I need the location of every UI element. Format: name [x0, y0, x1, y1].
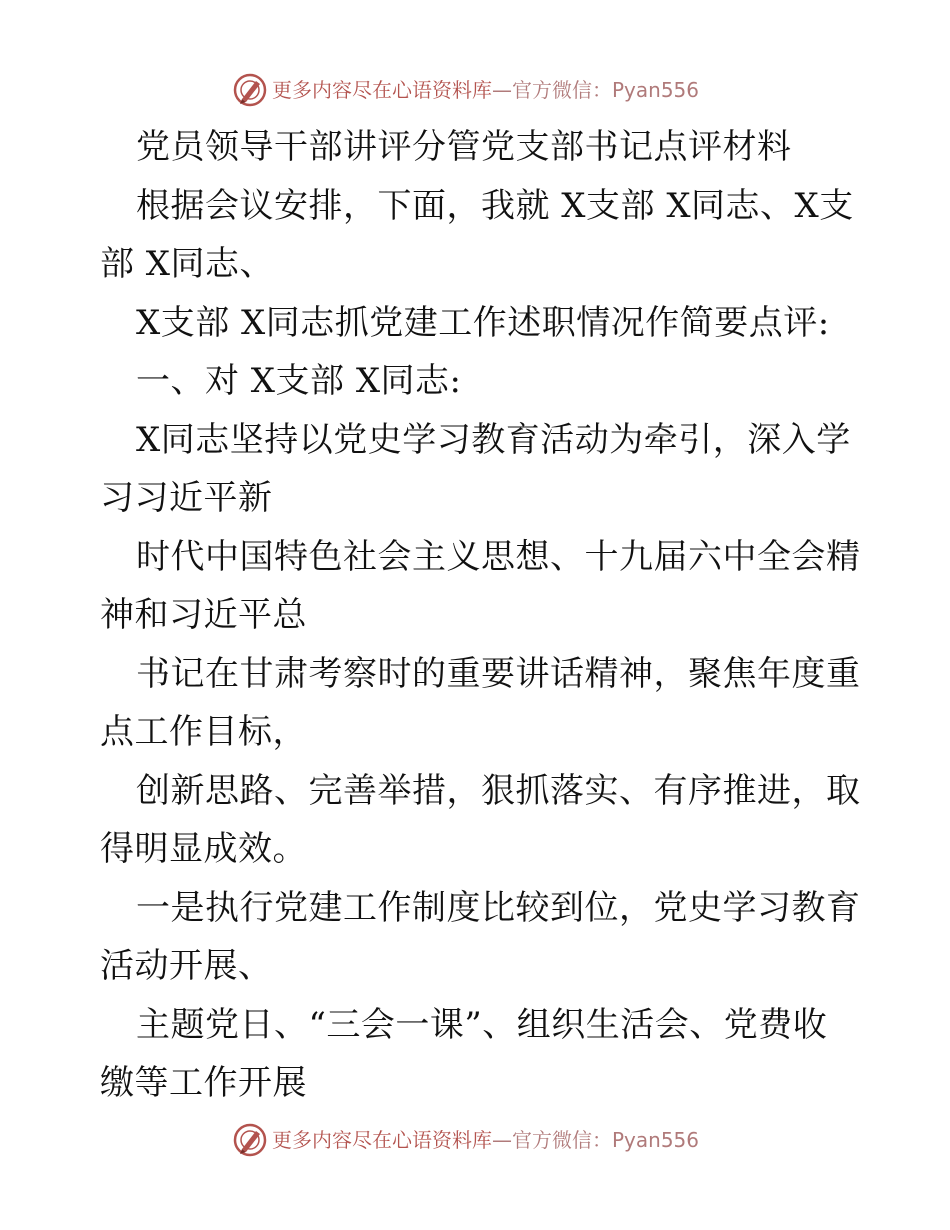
watermark-text: 更多内容尽在心语资料库—官方微信：Pyan556: [272, 1128, 700, 1152]
text-line: 活动开展、: [100, 946, 273, 986]
text-line: 时代中国特色社会主义思想、十九届六中全会精: [136, 536, 861, 577]
text-line: 缴等工作开展: [100, 1063, 307, 1103]
text-line: 主题党日、“三会一课”、组织生活会、党费收: [136, 1004, 828, 1045]
text-line: X支部 X同志抓党建工作述职情况作简要点评:: [136, 302, 830, 343]
pen-logo-icon: [232, 1122, 268, 1158]
header-watermark: [0, 70, 950, 110]
text-line: 一是执行党建工作制度比较到位，党史学习教育: [136, 887, 861, 928]
text-line: 根据会议安排，下面，我就 X支部 X同志、X支: [136, 185, 854, 226]
text-line: 得明显成效。: [100, 829, 307, 869]
text-line: 点工作目标，: [100, 712, 307, 752]
text-line: 神和习近平总: [100, 595, 307, 635]
pen-logo-icon: [232, 72, 268, 108]
watermark-text: 更多内容尽在心语资料库—官方微信：Pyan556: [272, 78, 700, 102]
text-line: X同志坚持以党史学习教育活动为牵引，深入学: [136, 419, 851, 460]
text-line: 一、对 X支部 X同志:: [136, 361, 462, 401]
text-line: 创新思路、完善举措，狠抓落实、有序推进，取: [136, 770, 861, 811]
text-line: 习习近平新: [100, 478, 273, 518]
text-line: 部 X同志、: [100, 244, 275, 284]
document-body: [100, 118, 860, 1113]
footer-watermark: [0, 1120, 950, 1160]
text-line: 书记在甘肃考察时的重要讲话精神，聚焦年度重: [136, 653, 861, 694]
text-line: 党员领导干部讲评分管党支部书记点评材料: [136, 127, 792, 167]
